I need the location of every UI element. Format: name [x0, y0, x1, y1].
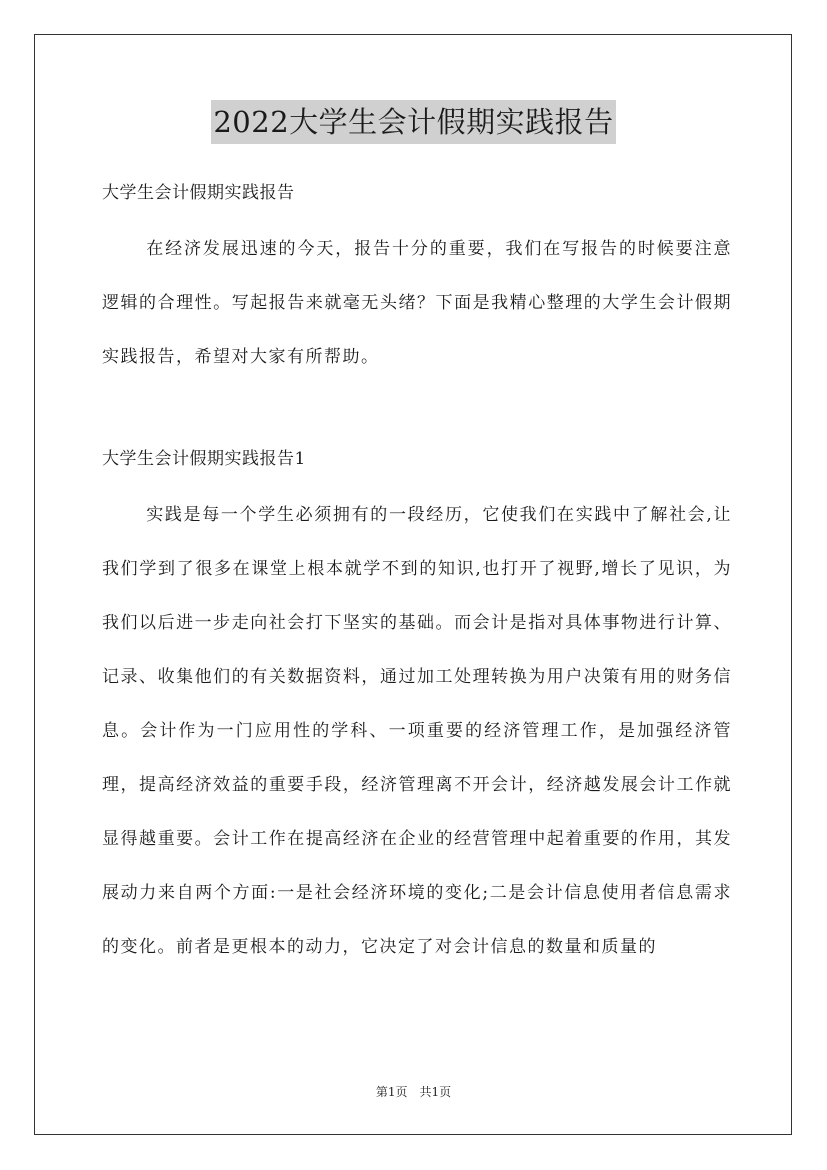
intro-paragraph: 在经济发展迅速的今天，报告十分的重要，我们在写报告的时候要注意逻辑的合理性。写起报告来就毫无头绪？下面是我精心整理的大学生会计假期实践报告，希望对大家有所帮助。 [102, 239, 732, 367]
section-paragraph: 实践是每一个学生必须拥有的一段经历，它使我们在实践中了解社会,让我们学到了很多在课堂上根本就学不到的知识,也打开了视野,增长了见识，为我们以后进一步走向社会打下坚实的基础。而会计是指对具体事物进行计算、记录、收集他们的有关数据资料，通过加工处理转换为用户决策有用的财务信息。会计作为一门应用性的学科、一项重要的经济管理工作，是加强经济管理，提高经济效益的重要手段，经济管理离不开会计，经济越发展会计工作就显得越重要。会计工作在提高经济在企业的经营管理中起着重要的作用，其发展动力来自两个方面:一是社会经济环境的变化;二是会计信息使用者信息需求的变化。前者是更根本的动力，它决定了对会计信息的数量和质量的 [102, 505, 732, 957]
paragraph-spacer [102, 384, 732, 442]
document-title: 2022大学生会计假期实践报告 [211, 100, 615, 144]
page-footer: 第1页 共1页 [375, 1085, 452, 1099]
document-subtitle: 大学生会计假期实践报告 [102, 183, 295, 203]
title-container [0, 100, 827, 144]
document-body [102, 176, 732, 974]
section-heading: 大学生会计假期实践报告1 [102, 449, 306, 469]
